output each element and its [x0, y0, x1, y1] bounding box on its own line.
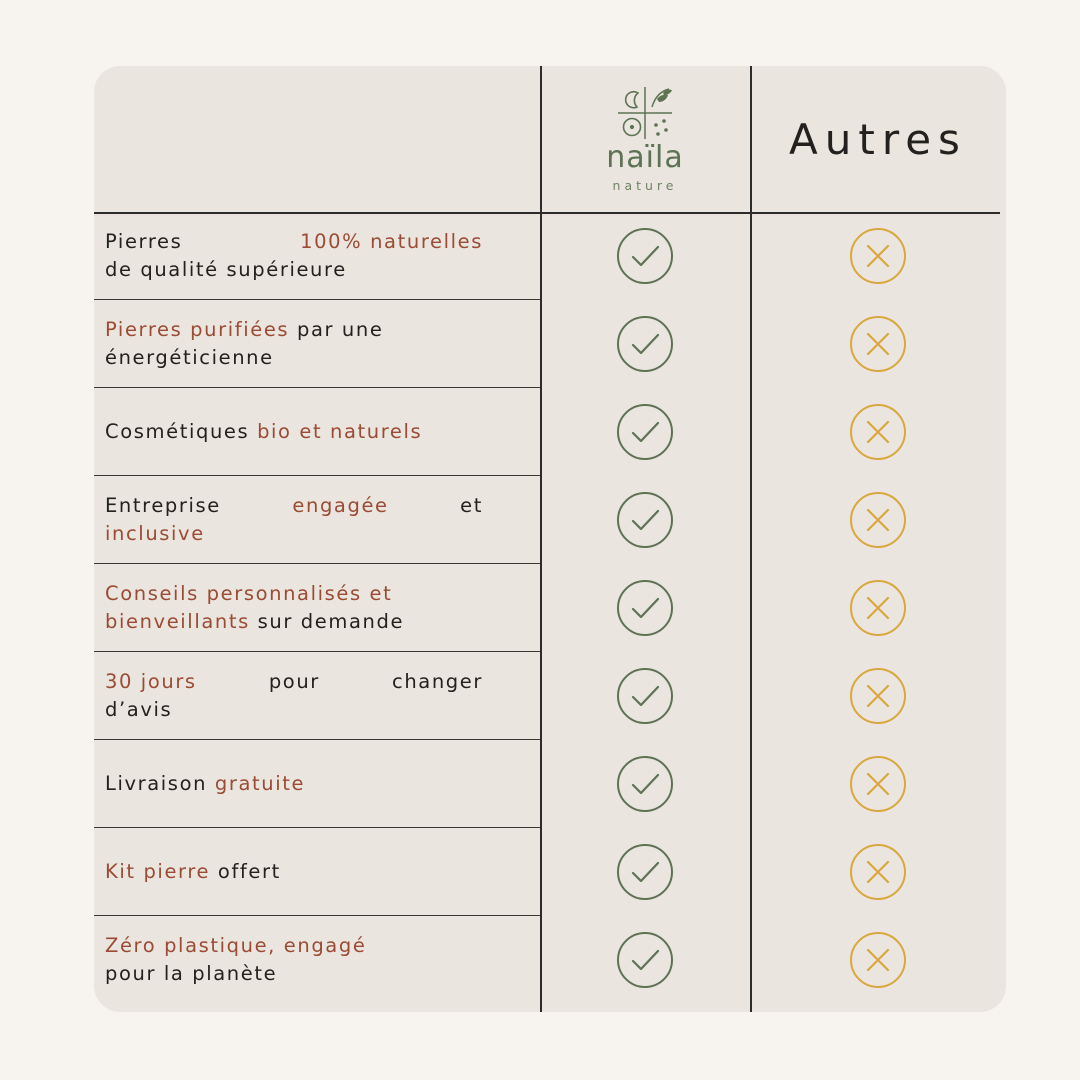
brand-tagline: nature [612, 178, 678, 193]
row-text-highlight-2: bienveillants [105, 610, 250, 633]
table-row [94, 300, 1006, 388]
table-header-row [94, 66, 1006, 212]
check-circle-icon [616, 843, 674, 901]
row-text-highlight: Conseils personnalisés et [105, 582, 393, 606]
table-row [94, 916, 1006, 1004]
comparison-table [94, 66, 1006, 1012]
check-circle-icon [616, 755, 674, 813]
column-header-others [750, 66, 1006, 212]
check-circle-icon [616, 667, 674, 725]
table-row [94, 564, 1006, 652]
row-text-highlight: engagée [292, 494, 389, 518]
check-circle-icon [616, 491, 674, 549]
check-circle-icon [616, 227, 674, 285]
cross-circle-icon [849, 755, 907, 813]
feature-label [105, 828, 525, 916]
table-row [94, 652, 1006, 740]
row-text-plain: Cosmétiques [105, 420, 258, 444]
row-text-highlight: 30 jours [105, 670, 197, 694]
cross-circle-icon [849, 931, 907, 989]
row-text-plain: sur demande [249, 610, 405, 633]
row-text-highlight: gratuite [214, 772, 306, 796]
cross-circle-icon [849, 579, 907, 637]
check-circle-icon [616, 579, 674, 637]
row-text-highlight: bio et naturels [257, 420, 423, 444]
row-text-line2: énergéticienne [105, 346, 274, 369]
row-text-line2: de qualité supérieure [105, 258, 347, 281]
table-row [94, 476, 1006, 564]
row-text-highlight: Kit pierre [105, 860, 211, 884]
feature-label [105, 300, 525, 388]
check-circle-icon [616, 315, 674, 373]
row-text-line2: inclusive [105, 522, 205, 545]
feature-label [105, 740, 525, 828]
row-text-tail: changer [392, 670, 483, 694]
table-row [94, 828, 1006, 916]
row-text-highlight: Zéro plastique, engagé [105, 934, 367, 958]
row-text-line2: d’avis [105, 698, 173, 721]
row-text-tail: par une [289, 318, 384, 342]
row-text-line2: pour la planète [105, 962, 278, 985]
brand-name: naïla [606, 140, 684, 175]
row-text-plain: Pierres [105, 230, 183, 254]
check-circle-icon [616, 403, 674, 461]
feature-label [105, 212, 525, 300]
row-text-plain: Entreprise [105, 494, 221, 518]
feature-label [105, 476, 525, 564]
cross-circle-icon [849, 667, 907, 725]
row-text-highlight: 100% naturelles [300, 230, 483, 254]
row-text-tail: et [460, 494, 483, 518]
check-circle-icon [616, 931, 674, 989]
row-text-highlight: Pierres purifiées [105, 318, 290, 342]
cross-circle-icon [849, 491, 907, 549]
row-text-plain: offert [210, 860, 281, 884]
table-row [94, 212, 1006, 300]
cross-circle-icon [849, 843, 907, 901]
row-text-plain: Livraison [105, 772, 215, 796]
table-body [94, 212, 1006, 1004]
feature-label [105, 916, 525, 1004]
cross-circle-icon [849, 227, 907, 285]
feature-label [105, 652, 525, 740]
feature-label [105, 388, 525, 476]
table-row [94, 388, 1006, 476]
feature-label [105, 564, 525, 652]
table-row [94, 740, 1006, 828]
cross-circle-icon [849, 403, 907, 461]
column-header-naila [540, 66, 750, 212]
cross-circle-icon [849, 315, 907, 373]
others-label: Autres [789, 114, 967, 164]
moon-leaf-plant-icon [608, 85, 682, 141]
row-text-plain: pour [268, 670, 320, 694]
